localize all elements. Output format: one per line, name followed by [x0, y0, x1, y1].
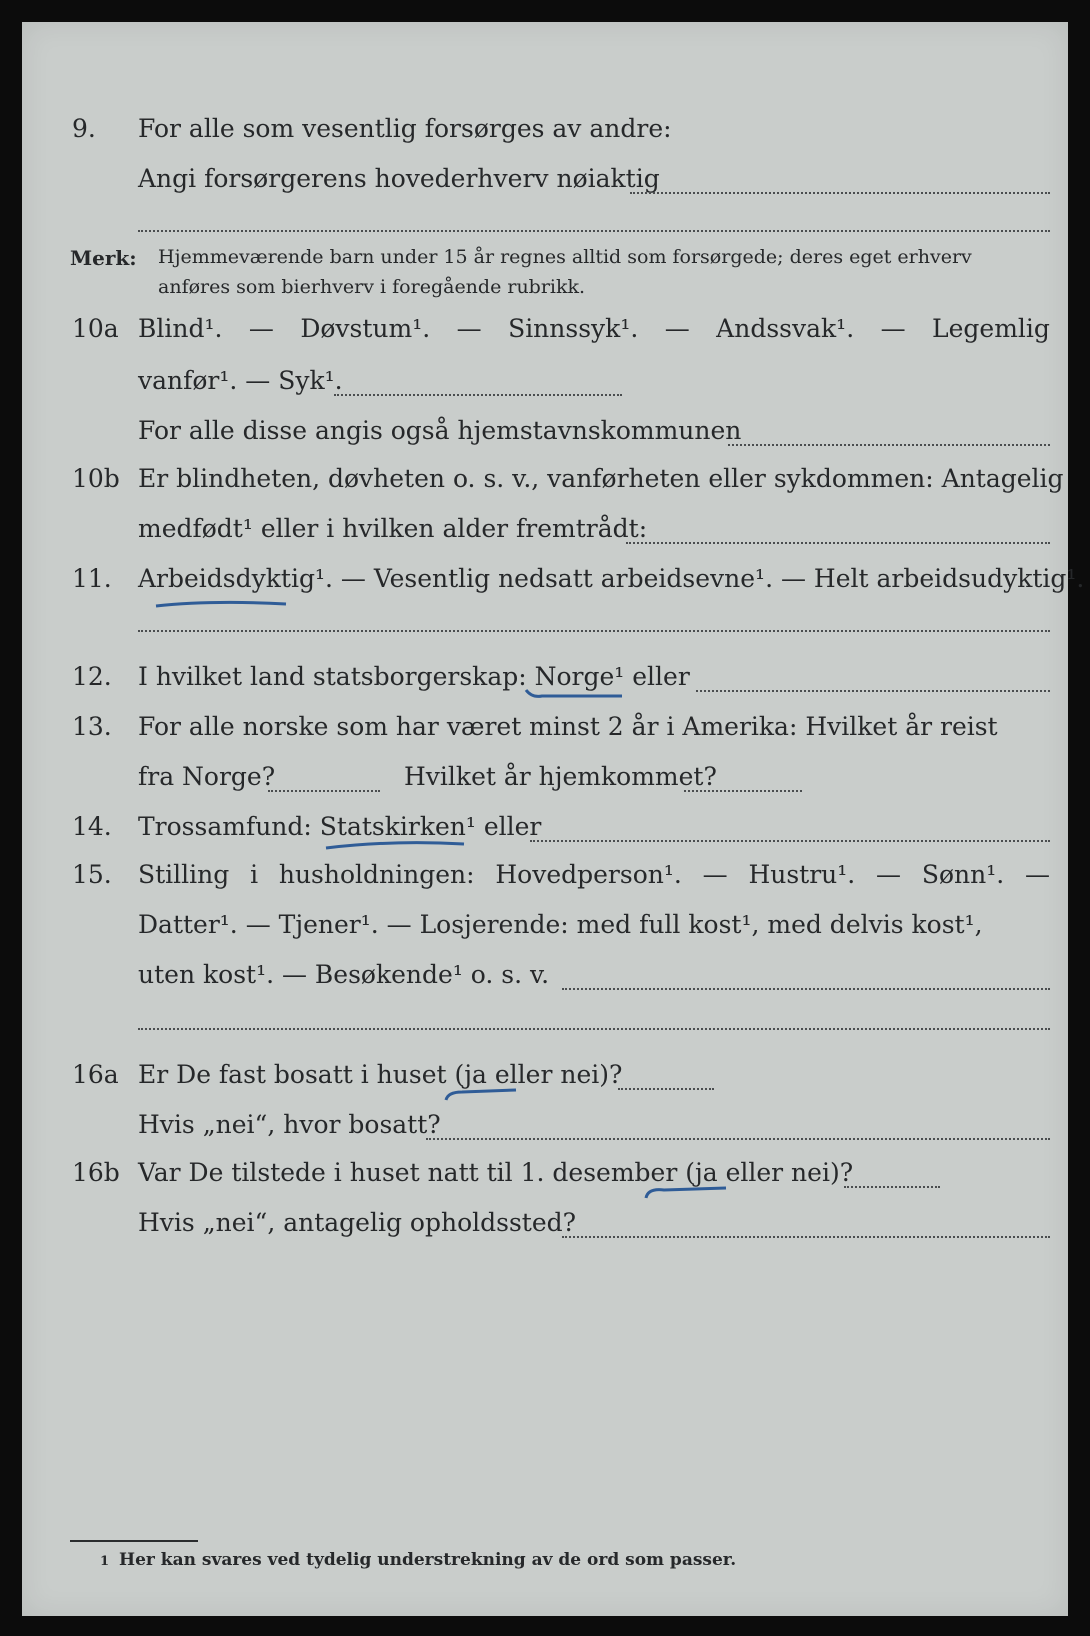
q13-number: 13. — [72, 712, 112, 741]
q16a-bosatt-field[interactable] — [426, 1138, 1050, 1140]
q15-opt: husholdningen: — [278, 860, 475, 889]
q10a-opt: — — [248, 314, 274, 343]
q16b-text2: Hvis „nei“, antagelig opholdssted? — [138, 1208, 577, 1237]
q15-text2: Datter¹. — Tjener¹. — Losjerende: med full kost¹, med delvis kost¹, — [138, 910, 983, 939]
q13-hjemkommet-field[interactable] — [684, 790, 802, 792]
q10a-hjemstavn-field[interactable] — [728, 444, 1050, 446]
merk-line2 — [22, 276, 1068, 316]
q13-text2b: Hvilket år hjemkommet? — [404, 762, 717, 791]
q13-text2a: fra Norge? — [138, 762, 276, 791]
q16a-line2 — [22, 1110, 1068, 1150]
q10a-opt: Sinnssyk¹. — [508, 314, 639, 343]
q10a-line2 — [22, 366, 1068, 406]
pen-underline-arbeidsdyktig — [152, 596, 292, 612]
q15-opt: Hustru¹. — [748, 860, 856, 889]
q13-text1: For alle norske som har været minst 2 år i Amerika: Hvilket år reist — [138, 712, 998, 741]
q15-line2 — [22, 910, 1068, 950]
q12-number: 12. — [72, 662, 112, 691]
q10b-line1 — [22, 464, 1068, 504]
q16b-line1 — [22, 1158, 1068, 1198]
q12-text1: I hvilket land statsborgerskap: Norge¹ eller — [138, 662, 690, 691]
q10a-text2: vanfør¹. — Syk¹. — [138, 366, 343, 395]
q16a-answer-field[interactable] — [618, 1088, 714, 1090]
q9-answer-field[interactable] — [630, 192, 1050, 194]
q9-number: 9. — [72, 114, 96, 143]
q15-options — [138, 860, 1050, 889]
q10a-answer-field[interactable] — [334, 394, 622, 396]
q16b-opholdssted-field[interactable] — [562, 1236, 1050, 1238]
q15-answer-field[interactable] — [562, 988, 1050, 990]
q10b-number: 10b — [72, 464, 120, 493]
q16a-line1 — [22, 1060, 1068, 1100]
q10b-text1: Er blindheten, døvheten o. s. v., vanførheten eller sykdommen: Antagelig — [138, 464, 1064, 493]
q13-line1 — [22, 712, 1068, 752]
q10a-line1 — [22, 314, 1068, 354]
q15-answer-field-2[interactable] — [138, 1028, 1050, 1030]
pen-underline-statskirken — [322, 838, 472, 854]
q16b-text1: Var De tilstede i huset natt til 1. desember (ja eller nei)? — [138, 1158, 854, 1187]
q15-line1 — [22, 860, 1068, 900]
q10a-opt: — — [880, 314, 906, 343]
q15-text3: uten kost¹. — Besøkende¹ o. s. v. — [138, 960, 550, 989]
q9-line2 — [22, 164, 1068, 204]
q11-answer-field[interactable] — [138, 630, 1050, 632]
merk-label: Merk: — [70, 246, 137, 270]
q14-answer-field[interactable] — [530, 840, 1050, 842]
q11-number: 11. — [72, 564, 112, 593]
q12-answer-field[interactable] — [696, 690, 1050, 692]
pen-underline-ja-16b — [642, 1182, 732, 1204]
footnote-text: Her kan svares ved tydelig understrekning av de ord som passer. — [119, 1550, 737, 1570]
q14-line1 — [22, 812, 1068, 852]
q15-opt: Stilling — [138, 860, 230, 889]
q14-number: 14. — [72, 812, 112, 841]
q9-answer-field-2[interactable] — [138, 230, 1050, 232]
q15-opt: — — [702, 860, 728, 889]
q10a-opt: Døvstum¹. — [300, 314, 431, 343]
q15-line3 — [22, 960, 1068, 1000]
q10a-text3: For alle disse angis også hjemstavnskommunen — [138, 416, 742, 445]
q15-opt: — — [876, 860, 902, 889]
pen-underline-ja-16a — [442, 1086, 522, 1106]
q9-line1 — [22, 114, 1068, 154]
q16a-number: 16a — [72, 1060, 119, 1089]
q9-text2: Angi forsørgerens hovederhverv nøiaktig — [138, 164, 660, 193]
pen-underline-norge — [522, 682, 632, 702]
q10a-line3 — [22, 416, 1068, 456]
q10b-text2: medfødt¹ eller i hvilken alder fremtrådt: — [138, 514, 648, 543]
q10a-options — [138, 314, 1050, 343]
q10a-number: 10a — [72, 314, 119, 343]
q16b-answer-field[interactable] — [844, 1186, 940, 1188]
q9-text1: For alle som vesentlig forsørges av andre: — [138, 114, 672, 143]
q11-text1: Arbeidsdyktig¹. — Vesentlig nedsatt arbeidsevne¹. — Helt arbeidsudyktig¹. — [138, 564, 1085, 593]
q16b-number: 16b — [72, 1158, 120, 1187]
q10b-answer-field[interactable] — [626, 542, 1050, 544]
q15-opt: Sønn¹. — [921, 860, 1005, 889]
q14-text1: Trossamfund: Statskirken¹ eller — [138, 812, 542, 841]
footnote-rule — [70, 1540, 198, 1542]
q10a-opt: Blind¹. — [138, 314, 223, 343]
q15-number: 15. — [72, 860, 112, 889]
q10a-opt: — — [664, 314, 690, 343]
merk-text2: anføres som bierhverv i foregående rubrikk. — [158, 276, 586, 298]
q15-opt: i — [250, 860, 259, 889]
footnote — [100, 1550, 736, 1570]
form-page — [22, 22, 1085, 1616]
q15-opt: Hovedperson¹. — [495, 860, 682, 889]
q10a-opt: Andssvak¹. — [716, 314, 855, 343]
merk-text1: Hjemmeværende barn under 15 år regnes alltid som forsørgede; deres eget erhverv — [158, 246, 972, 268]
q16b-line2 — [22, 1208, 1068, 1248]
q15-opt: — — [1025, 860, 1050, 889]
q10a-opt: Legemlig — [932, 314, 1050, 343]
q10a-opt: — — [456, 314, 482, 343]
q10b-line2 — [22, 514, 1068, 554]
q13-reist-field[interactable] — [268, 790, 380, 792]
q16a-text2: Hvis „nei“, hvor bosatt? — [138, 1110, 441, 1139]
footnote-marker: 1 — [100, 1554, 110, 1569]
q13-line2 — [22, 762, 1068, 802]
q16a-text1: Er De fast bosatt i huset (ja eller nei)? — [138, 1060, 623, 1089]
